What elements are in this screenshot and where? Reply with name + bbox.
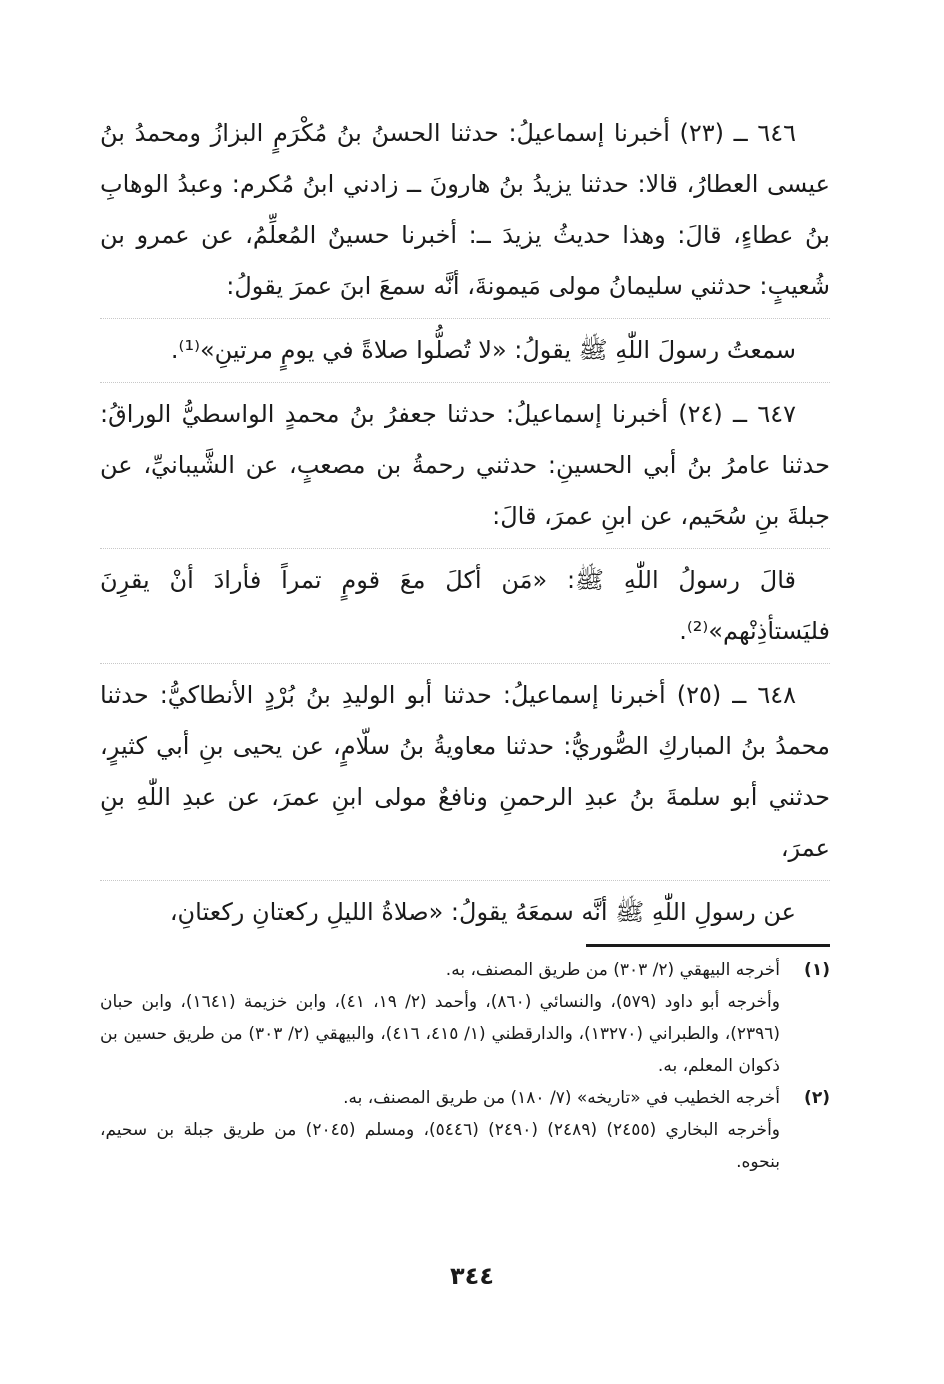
- footnote-1: [100, 954, 830, 1082]
- footnote-line: وأخرجه البخاري (٢٤٥٥) (٢٤٨٩) (٢٤٩٠) (٥٤٤٦)، ومسلم (٢٠٤٥) من طريق جبلة بن سحيم، بنحوه.: [100, 1120, 780, 1172]
- footnote-body: [100, 1082, 780, 1178]
- hadith-647-isnad: ٦٤٧ ــ (٢٤) أخبرنا إسماعيلُ: حدثنا جعفرُ بنُ محمدٍ الواسطيُّ الوراقُ: حدثنا عامرُ بنُ أبي الحسينِ: حدثني رحمةُ بن مصعبٍ، عن الشَّيبانيِّ، عن جبلةَ بنِ سُحَيم، عن ابنِ عمرَ، قالَ:: [100, 400, 830, 530]
- footnote-marker: (٢): [804, 1088, 830, 1108]
- main-text: [100, 108, 830, 938]
- footnote-line: وأخرجه أبو داود (٥٧٩)، والنسائي (٨٦٠)، وأحمد (٢/ ١٩، ٤١)، وابن خزيمة (١٦٤١)، وابن حبان (٢٣٩٦)، والطبراني (١٣٢٧٠)، والدارقطني (١/ ٤١٥، ٤١٦)، والبيهقي (٢/ ٣٠٣) من طريق حسين بن ذكوان المعلم، به.: [100, 992, 780, 1076]
- hadith-648-isnad: ٦٤٨ ــ (٢٥) أخبرنا إسماعيلُ: حدثنا أبو الوليدِ بنُ بُرْدٍ الأنطاكيُّ: حدثنا محمدُ بنُ المباركِ الصُّوريُّ: حدثنا معاويةُ بنُ سلّامٍ، عن يحيى بنِ أبي كثيرٍ، حدثني أبو سلمةَ بنُ عبدِ الرحمنِ ونافعٌ مولى ابنِ عمرَ، عن عبدِ اللّٰهِ بنِ عمرَ،: [100, 681, 830, 862]
- footnote-divider: [586, 944, 830, 947]
- footnote-line: أخرجه البيهقي (٢/ ٣٠٣) من طريق المصنف، به.: [445, 960, 780, 980]
- hadith-647-matn: قالَ رسولُ اللّٰهِ ﷺ: «مَن أكلَ معَ قومٍ تمراً فأرادَ أنْ يقرِنَ فليَستأذِنْهم»⁽²⁾.: [100, 548, 830, 664]
- footnote-2: [100, 1082, 830, 1178]
- hadith-646-isnad: ٦٤٦ ــ (٢٣) أخبرنا إسماعيلُ: حدثنا الحسنُ بنُ مُكْرَمٍ البزازُ ومحمدُ بنُ عيسى العطارُ، قالا: حدثنا يزيدُ بنُ هارونَ ــ زادني ابنُ مُكرم: وعبدُ الوهابِ بنُ عطاءٍ، قالَ: وهذا حديثُ يزيدَ ــ: أخبرنا حسينٌ المُعلِّمُ، عن عمرو بن شُعيبٍ: حدثني سليمانُ مولى مَيمونةَ، أنَّه سمعَ ابنَ عمرَ يقولُ:: [100, 119, 830, 300]
- page-number: ٣٤٤: [450, 1262, 494, 1290]
- footnotes: [100, 954, 830, 1178]
- page-body: [100, 108, 830, 938]
- footnote-line: أخرجه الخطيب في «تاريخه» (٧/ ١٨٠) من طريق المصنف، به.: [343, 1088, 780, 1108]
- footnote-body: [100, 954, 780, 1082]
- hadith-646-matn: سمعتُ رسولَ اللّٰهِ ﷺ يقولُ: «لا تُصلُّوا صلاةً في يومٍ مرتينِ»⁽¹⁾.: [100, 318, 830, 383]
- footnote-marker: (١): [804, 960, 830, 980]
- hadith-648-matn: عن رسولِ اللّٰهِ ﷺ أنَّه سمعَهُ يقولُ: «صلاةُ الليلِ ركعتانِ ركعتانِ،: [100, 880, 830, 938]
